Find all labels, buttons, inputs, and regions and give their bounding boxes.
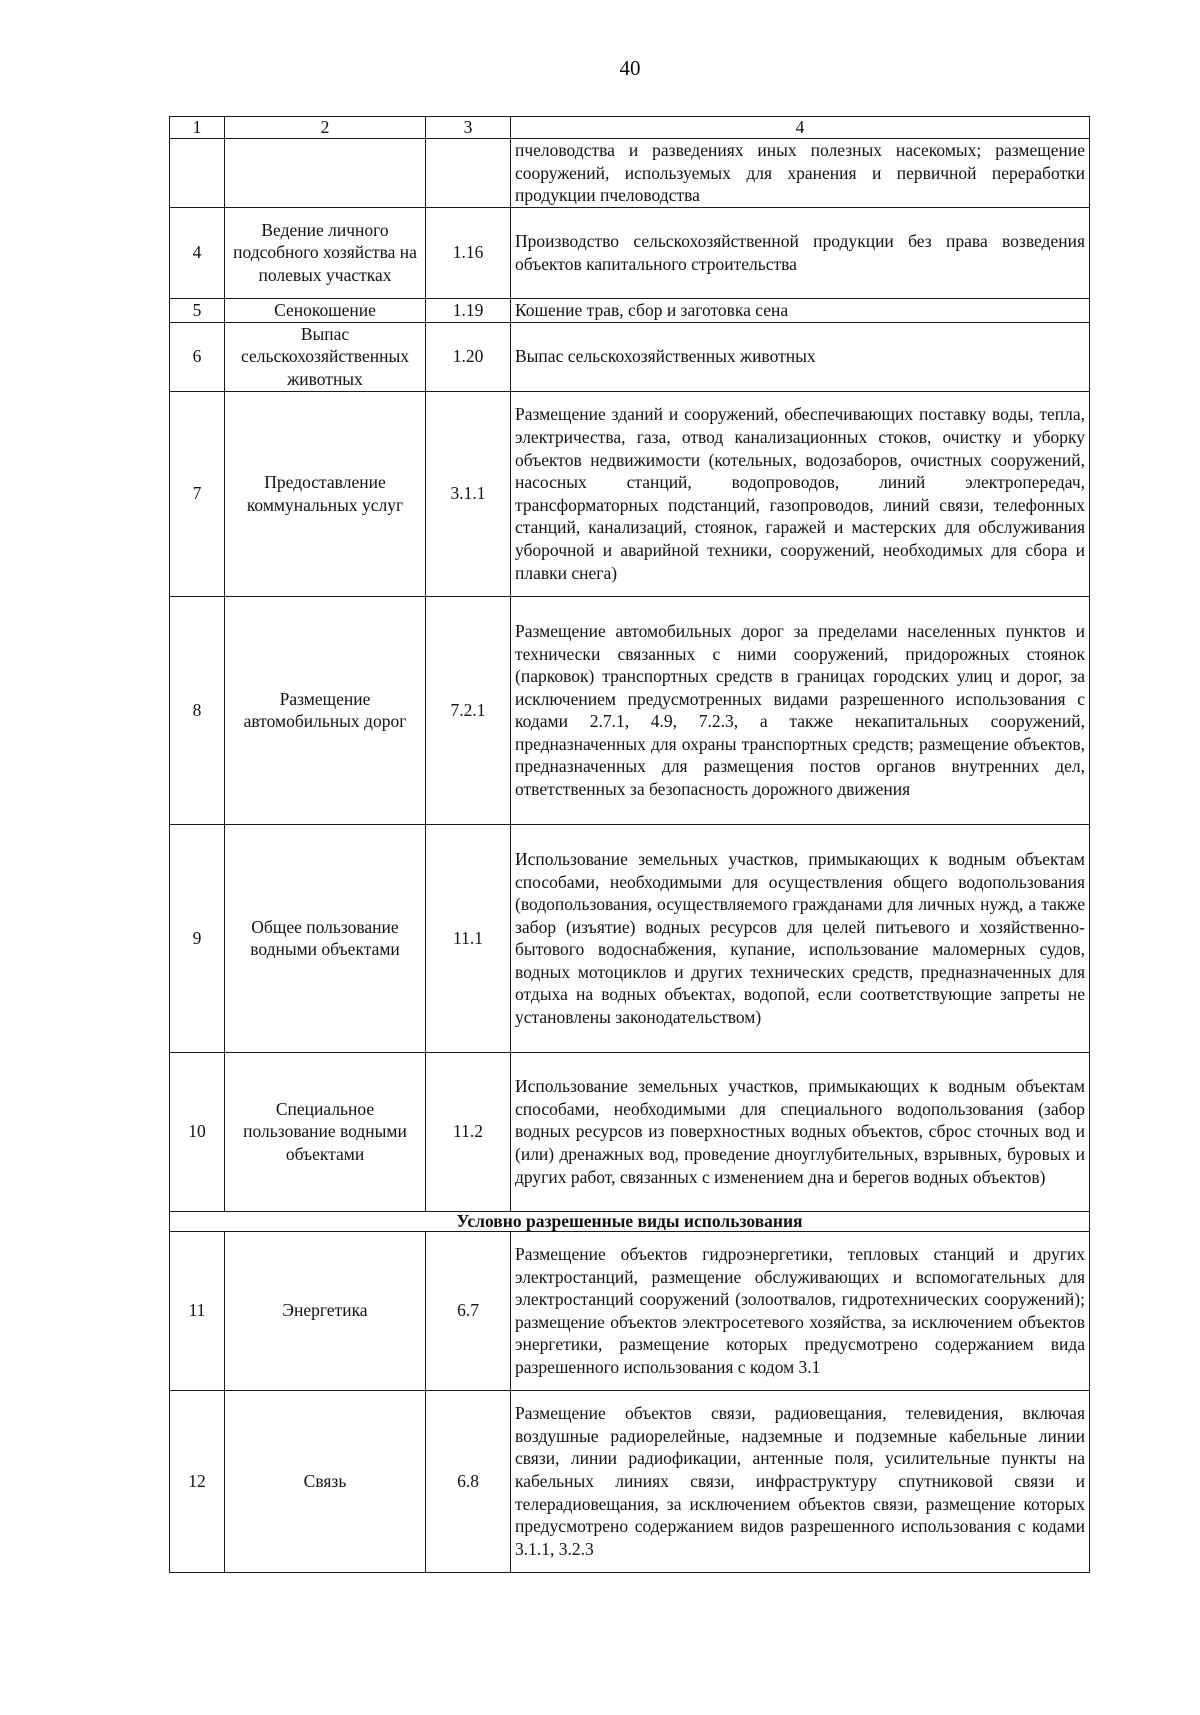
row-number: 7	[170, 391, 225, 596]
use-type-code: 1.16	[426, 207, 511, 298]
use-type-description: Использование земельных участков, примыкающих к водным объектам способами, необходимыми для осуществления общего водопользования (водопользования, осуществляемого гражданами для личных нужд, а также забор (изъятие) водных ресурсов для целей питьевого и хозяйственно-бытового водоснабжения, купание, использование маломерных судов, водных мотоциклов и других технических средств, предназначенных для отдыха на водных объектах, водопой, если соответствующие запреты не установлены законодательством)	[511, 824, 1090, 1052]
row-number: 8	[170, 596, 225, 824]
row-number: 11	[170, 1231, 225, 1390]
use-type-name	[225, 139, 426, 208]
use-type-description: Размещение объектов гидроэнергетики, тепловых станций и других электростанций, размещение обслуживающих и вспомогательных для электростанций сооружений (золоотвалов, гидротехнических сооружений); размещение объектов электросетевого хозяйства, за исключением объектов энергетики, размещение которых предусмотрено содержанием вида разрешенного использования с кодом 3.1	[511, 1231, 1090, 1390]
table-row	[170, 298, 1090, 322]
use-type-code: 3.1.1	[426, 391, 511, 596]
table-header-row	[170, 117, 1090, 139]
table-row	[170, 824, 1090, 1052]
table-row	[170, 207, 1090, 298]
use-type-name: Выпас сельскохозяйственных животных	[225, 322, 426, 391]
use-type-description: Размещение зданий и сооружений, обеспечивающих поставку воды, тепла, электричества, газа, отвод канализационных стоков, очистку и уборку объектов недвижимости (котельных, водозаборов, очистных сооружений, насосных станций, водопроводов, линий электропередач, трансформаторных подстанций, газопроводов, линий связи, телефонных станций, канализаций, стоянок, гаражей и мастерских для обслуживания уборочной и аварийной техники, сооружений, необходимых для сбора и плавки снега)	[511, 391, 1090, 596]
use-type-name: Энергетика	[225, 1231, 426, 1390]
section-header-row	[170, 1211, 1090, 1231]
use-type-name: Связь	[225, 1390, 426, 1572]
header-col-4: 4	[511, 117, 1090, 139]
header-col-1: 1	[170, 117, 225, 139]
table-row	[170, 1390, 1090, 1572]
use-type-code: 1.20	[426, 322, 511, 391]
page-number: 40	[619, 56, 641, 80]
header-col-2: 2	[225, 117, 426, 139]
use-type-name: Специальное пользование водными объектами	[225, 1052, 426, 1211]
use-type-code: 7.2.1	[426, 596, 511, 824]
table-row	[170, 391, 1090, 596]
use-type-code	[426, 139, 511, 208]
use-type-name: Общее пользование водными объектами	[225, 824, 426, 1052]
row-number: 9	[170, 824, 225, 1052]
use-type-code: 11.1	[426, 824, 511, 1052]
use-type-name: Ведение личного подсобного хозяйства на полевых участках	[225, 207, 426, 298]
use-type-code: 6.8	[426, 1390, 511, 1572]
use-type-description: Кошение трав, сбор и заготовка сена	[511, 298, 1090, 322]
row-number: 5	[170, 298, 225, 322]
row-number: 4	[170, 207, 225, 298]
use-type-description: пчеловодства и разведениях иных полезных насекомых; размещение сооружений, используемых для хранения и первичной переработки продукции пчеловодства	[511, 139, 1090, 208]
row-number: 6	[170, 322, 225, 391]
table-row	[170, 139, 1090, 208]
use-type-description: Размещение автомобильных дорог за пределами населенных пунктов и технически связанных с ними сооружений, придорожных стоянок (парковок) транспортных средств в границах городских улиц и дорог, за исключением предусмотренных видами разрешенного использования с кодами 2.7.1, 4.9, 7.2.3, а также некапитальных сооружений, предназначенных для охраны транспортных средств; размещение объектов, предназначенных для размещения постов органов внутренних дел, ответственных за безопасность дорожного движения	[511, 596, 1090, 824]
section-title: Условно разрешенные виды использования	[170, 1211, 1090, 1231]
table-row	[170, 322, 1090, 391]
use-type-name: Предоставление коммунальных услуг	[225, 391, 426, 596]
use-type-code: 11.2	[426, 1052, 511, 1211]
row-number: 10	[170, 1052, 225, 1211]
table-row	[170, 1231, 1090, 1390]
use-type-description: Производство сельскохозяйственной продукции без права возведения объектов капитального строительства	[511, 207, 1090, 298]
use-type-code: 6.7	[426, 1231, 511, 1390]
use-type-description: Выпас сельскохозяйственных животных	[511, 322, 1090, 391]
header-col-3: 3	[426, 117, 511, 139]
land-use-table	[169, 116, 1090, 1573]
row-number: 12	[170, 1390, 225, 1572]
table-row	[170, 1052, 1090, 1211]
use-type-name: Сенокошение	[225, 298, 426, 322]
use-type-name: Размещение автомобильных дорог	[225, 596, 426, 824]
use-type-description: Размещение объектов связи, радиовещания, телевидения, включая воздушные радиорелейные, надземные и подземные кабельные линии связи, линии радиофикации, антенные поля, усилительные пункты на кабельных линиях связи, инфраструктуру спутниковой связи и телерадиовещания, за исключением объектов связи, размещение которых предусмотрено содержанием видов разрешенного использования с кодами 3.1.1, 3.2.3	[511, 1390, 1090, 1572]
table-row	[170, 596, 1090, 824]
use-type-code: 1.19	[426, 298, 511, 322]
row-number	[170, 139, 225, 208]
use-type-description: Использование земельных участков, примыкающих к водным объектам способами, необходимыми для специального водопользования (забор водных ресурсов из поверхностных водных объектов, сброс сточных вод и (или) дренажных вод, проведение дноуглубительных, взрывных, буровых и других работ, связанных с изменением дна и берегов водных объектов)	[511, 1052, 1090, 1211]
